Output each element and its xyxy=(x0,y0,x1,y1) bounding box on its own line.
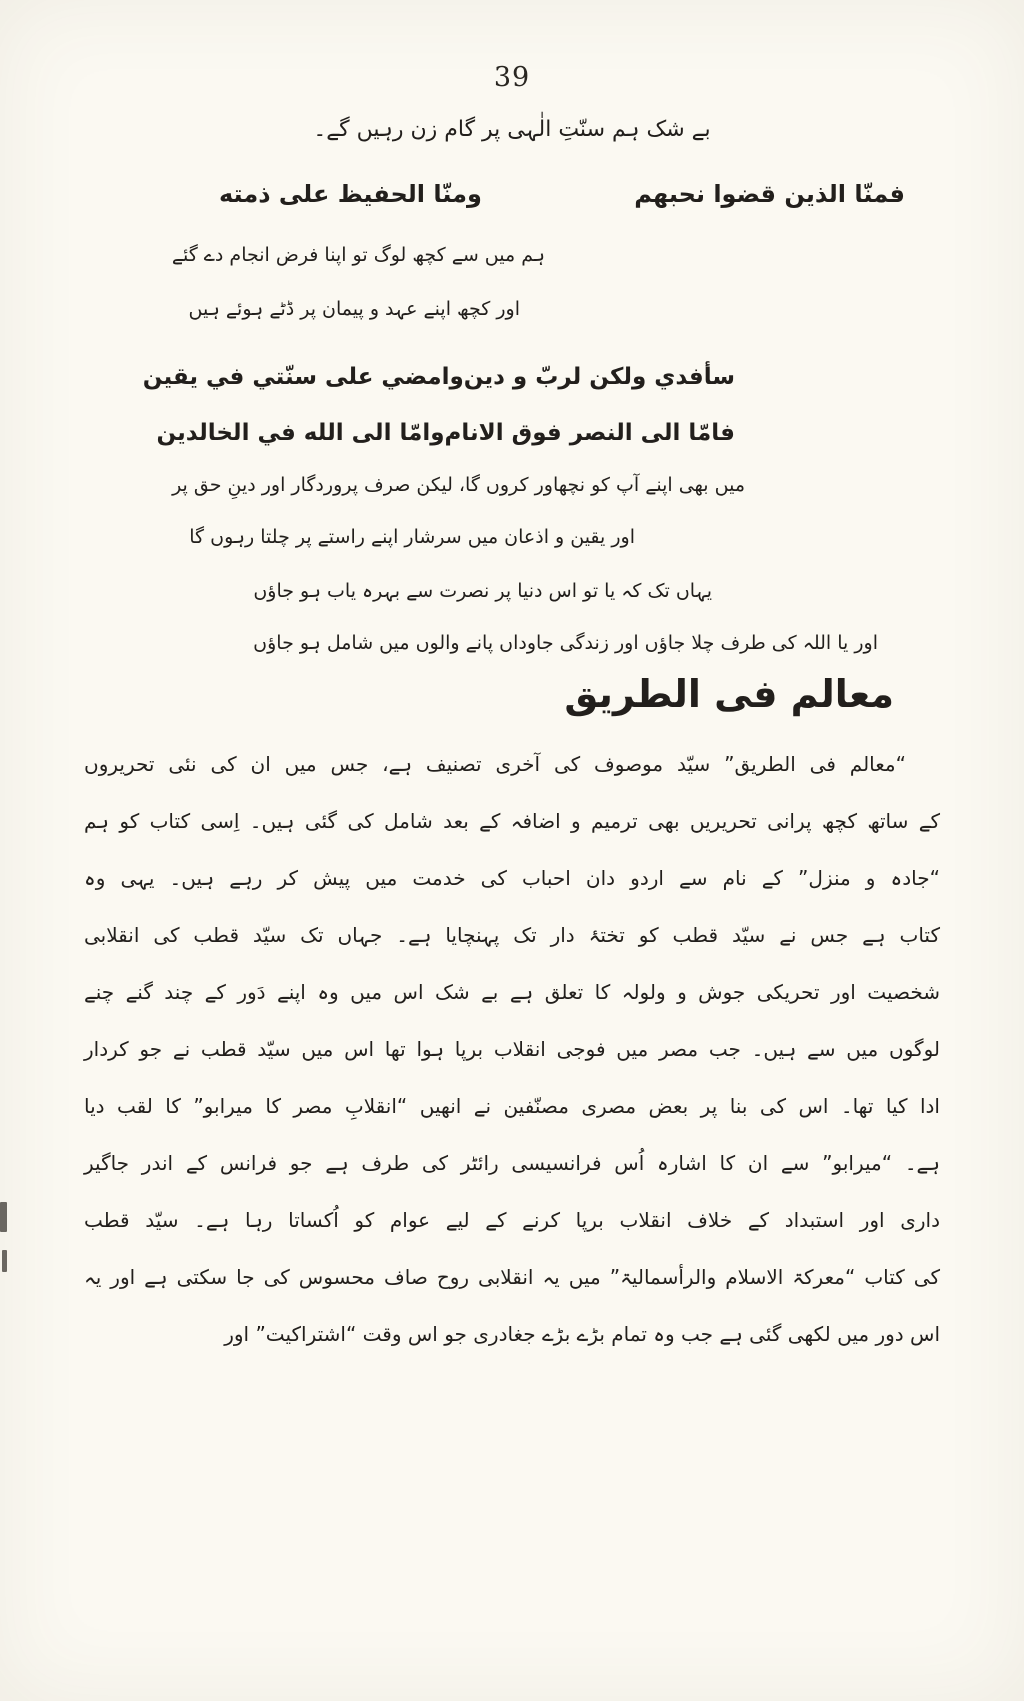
couplet-3-hemistich-second: وامّا الى الله في الخالدين xyxy=(156,420,445,446)
couplet-2-hemistich-second: وامضي على سنّتي في يقين xyxy=(142,364,464,390)
section-heading: معالم فی الطریق xyxy=(564,672,894,716)
paragraph-line: لوگوں میں سے ہیں۔ جب مصر میں فوجی انقلاب برپا ہوا تھا اس میں سیّد قطب نے جو کردار xyxy=(84,1037,940,1061)
translation-line: ہم میں سے کچھ لوگ تو اپنا فرض انجام دے گئے xyxy=(171,244,545,266)
paragraph-line: داری اور استبداد کے خلاف انقلاب برپا کرنے کے لیے عوام کو اُکساتا رہا ہے۔ سیّد قطب xyxy=(84,1208,940,1232)
translation-line: یہاں تک کہ یا تو اس دنیا پر نصرت سے بہرہ یاب ہو جاؤں xyxy=(253,580,712,602)
arabic-couplet-1 xyxy=(219,180,905,208)
arabic-couplet-3 xyxy=(156,420,735,446)
translation-line: اور یا اللہ کی طرف چلا جاؤں اور زندگی جاوداں پانے والوں میں شامل ہو جاؤں xyxy=(253,632,878,654)
intro-line: بے شک ہم سنّتِ الٰہی پر گام زن رہیں گے۔ xyxy=(313,117,711,142)
translation-line: اور یقین و اذعان میں سرشار اپنے راستے پر چلتا رہوں گا xyxy=(189,526,635,548)
paragraph-line: اس دور میں لکھی گئی ہے جب وہ تمام بڑے بڑے جغادری جو اس وقت “اشتراکیت” اور xyxy=(224,1322,940,1346)
paragraph-line: شخصیت اور تحریکی جوش و ولولہ کا تعلق ہے بے شک اس میں وہ اپنے دَور کے چند گنے چنے xyxy=(84,980,940,1004)
paragraph-line: کتاب ہے جس نے سیّد قطب کو تختۂ دار تک پہنچایا ہے۔ جہاں تک سیّد قطب کی انقلابی xyxy=(84,923,940,947)
page-number: 39 xyxy=(493,62,531,93)
couplet-2-hemistich-first: سأفدي ولكن لربّ و دين xyxy=(463,364,735,390)
body-paragraph xyxy=(84,736,940,1363)
paragraph-line: کے ساتھ کچھ پرانی تحریریں بھی ترمیم و اضافہ کے بعد شامل کی گئی ہیں۔ اِسی کتاب کو ہم xyxy=(84,809,940,833)
page-content xyxy=(84,0,940,1363)
couplet-1-hemistich-second: ومنّا الحفيظ على ذمته xyxy=(219,180,482,208)
translation-line: میں بھی اپنے آپ کو نچھاور کروں گا، لیکن صرف پروردگار اور دینِ حق پر xyxy=(172,474,745,496)
arabic-couplet-2 xyxy=(142,364,735,390)
couplet-3-hemistich-first: فامّا الى النصر فوق الانام xyxy=(444,420,735,446)
scan-artifact xyxy=(0,1202,7,1232)
paragraph-line: “معالم فی الطریق” سیّد موصوف کی آخری تصنیف ہے، جس میں ان کی نئی تحریروں xyxy=(84,752,906,776)
paragraph-line: ادا کیا تھا۔ اس کی بنا پر بعض مصری مصنّفین نے انھیں “انقلابِ مصر کا میرابو” کا لقب دیا xyxy=(84,1094,940,1118)
scan-artifact xyxy=(2,1250,7,1272)
couplet-1-hemistich-first: فمنّا الذين قضوا نحبهم xyxy=(634,180,905,208)
paragraph-line: کی کتاب “معرکۃ الاسلام والرأسمالیۃ” میں یہ انقلابی روح صاف محسوس کی جا سکتی ہے اور یہ xyxy=(84,1265,940,1289)
paragraph-line: ہے۔ “میرابو” سے ان کا اشارہ اُس فرانسیسی رائٹر کی طرف ہے جو فرانس کے اندر جاگیر xyxy=(84,1151,940,1175)
paragraph-line: “جادہ و منزل” کے نام سے اردو دان احباب کی خدمت میں پیش کر رہے ہیں۔ یہی وہ xyxy=(84,866,940,890)
translation-line: اور کچھ اپنے عہد و پیمان پر ڈٹے ہوئے ہیں xyxy=(188,298,520,320)
